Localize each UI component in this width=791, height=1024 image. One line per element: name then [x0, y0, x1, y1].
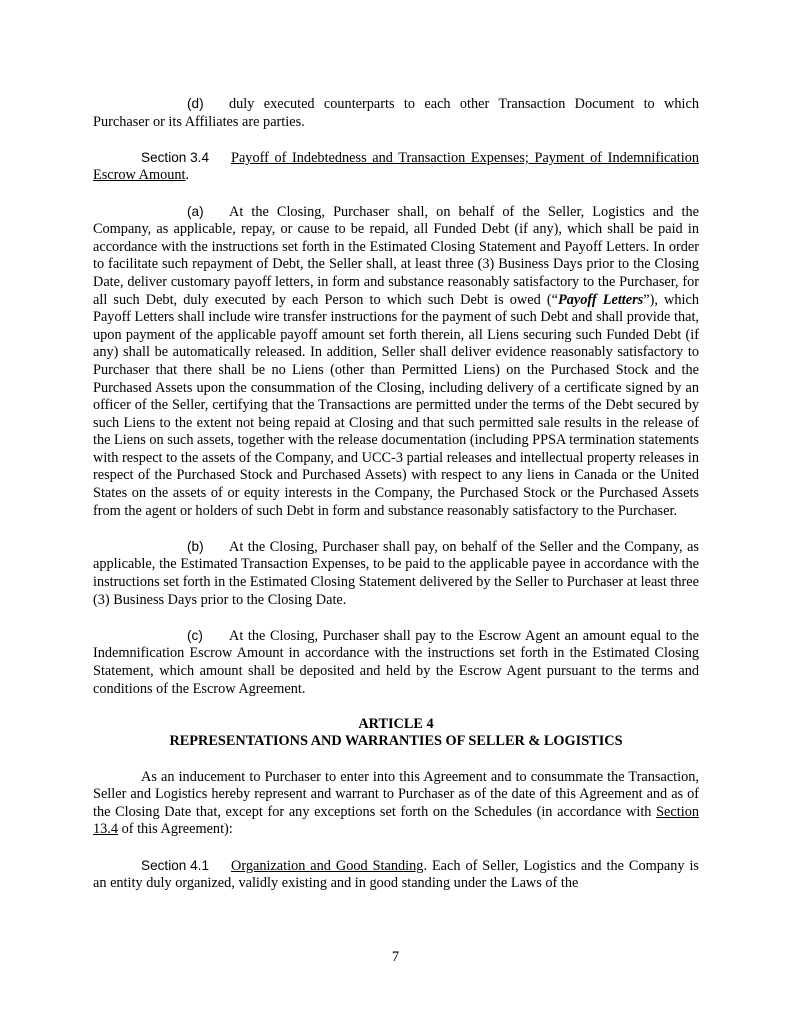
- clause-a: [93, 203, 699, 521]
- clause-a-label: (a): [187, 203, 204, 219]
- clause-c-text: At the Closing, Purchaser shall pay to the Escrow Agent an amount equal to the Indemnification Escrow Amount in accordance with the instructions set forth in the Estimated Closing Statement, which amount shall be deposited and held by the Escrow Agent pursuant to the terms and conditions of the Escrow Agreement.: [93, 627, 699, 697]
- clause-d: [93, 95, 699, 131]
- section-4-1-heading: Organization and Good Standing: [231, 857, 424, 874]
- article-title: REPRESENTATIONS AND WARRANTIES OF SELLER & LOGISTICS: [169, 733, 623, 750]
- section-3-4-heading-period: .: [185, 167, 190, 184]
- clause-b-label: (b): [187, 538, 204, 554]
- clause-a-text-after: ”), which Payoff Letters shall include wire transfer instructions for the payment of such Debt and shall provide that, upon payment of the applicable payoff amount set forth therein, all Liens securing such Funded Debt (if any) shall be automatically released. In addition, Seller shall deliver evidence reasonably satisfactory to Purchaser that there shall be no Liens (other than Permitted Liens) on the Purchased Stock and the Purchased Assets upon the consummation of the Closing, including delivery of a certificate signed by an officer of the Seller, certifying that the Transactions are permitted under the terms of the Debt secured by such Liens to the extent not being repaid at Closing and that such permitted sale results in the release of the Liens on such assets, together with the release documentation (including PPSA termination statements with respect to the assets of the Company, and UCC-3 partial releases and intellectual property releases in respect of the Purchased Stock and Purchased Assets) with respect to any liens in Canada or the United States on the assets of or equity interests in the Company, the Purchased Stock or the Purchased Assets from the agent or holders of such Debt in form and substance reasonably satisfactory to the Purchaser.: [93, 291, 699, 519]
- section-4-1: [93, 857, 699, 893]
- clause-c: [93, 627, 699, 698]
- clause-d-text: duly executed counterparts to each other Transaction Document to which Purchaser or its Affiliates are parties.: [93, 96, 699, 130]
- defined-term-payoff-letters: Payoff Letters: [557, 291, 644, 308]
- clause-d-label: (d): [187, 96, 204, 111]
- article-number: ARTICLE 4: [358, 715, 434, 732]
- section-3-4-heading: Payoff of Indebtedness and Transaction Expenses; Payment of Indemnification Escrow Amount: [93, 149, 699, 184]
- section-3-4: [93, 149, 699, 185]
- article-4-intro: [93, 769, 699, 839]
- section-4-1-text: . Each of Seller, Logistics and the Company is an entity duly organized, validly existing and in good standing under the Laws of the: [93, 857, 699, 892]
- clause-a-text-before: At the Closing, Purchaser shall, on behalf of the Seller, Logistics and the Company, as applicable, repay, or cause to be repaid, all Funded Debt (if any), which shall be paid in accordance with the instructions set forth in the Estimated Closing Statement and Payoff Letters. In order to facilitate such repayment of Debt, the Seller shall, at least three (3) Business Days prior to the Closing Date, deliver customary payoff letters, in form and substance reasonably satisfactory to the Purchaser, for all such Debt, duly executed by each Person to which such Debt is owed (“: [93, 203, 699, 308]
- intro-text-before: As an inducement to Purchaser to enter into this Agreement and to consummate the Transaction, Seller and Logistics hereby represent and warrant to Purchaser as of the date of this Agreement and as of the Closing Date that, except for any exceptions set forth on the Schedules (in accordance with: [93, 768, 699, 820]
- clause-c-label: (c): [187, 627, 203, 643]
- document-page: [93, 95, 699, 893]
- section-3-4-label: Section 3.4: [141, 149, 210, 165]
- article-4-heading: [93, 716, 699, 751]
- section-4-1-label: Section 4.1: [141, 857, 210, 873]
- section-13-4-reference[interactable]: Section 13.4: [93, 803, 699, 838]
- intro-text-after: of this Agreement):: [118, 821, 233, 838]
- clause-b-text: At the Closing, Purchaser shall pay, on behalf of the Seller and the Company, as applicable, the Estimated Transaction Expenses, to be paid to the applicable payee in accordance with the instructions set forth in the Estimated Closing Statement delivered by the Seller to Purchaser at least three (3) Business Days prior to the Closing Date.: [93, 538, 699, 608]
- clause-b: [93, 538, 699, 609]
- page-number: 7: [391, 949, 400, 965]
